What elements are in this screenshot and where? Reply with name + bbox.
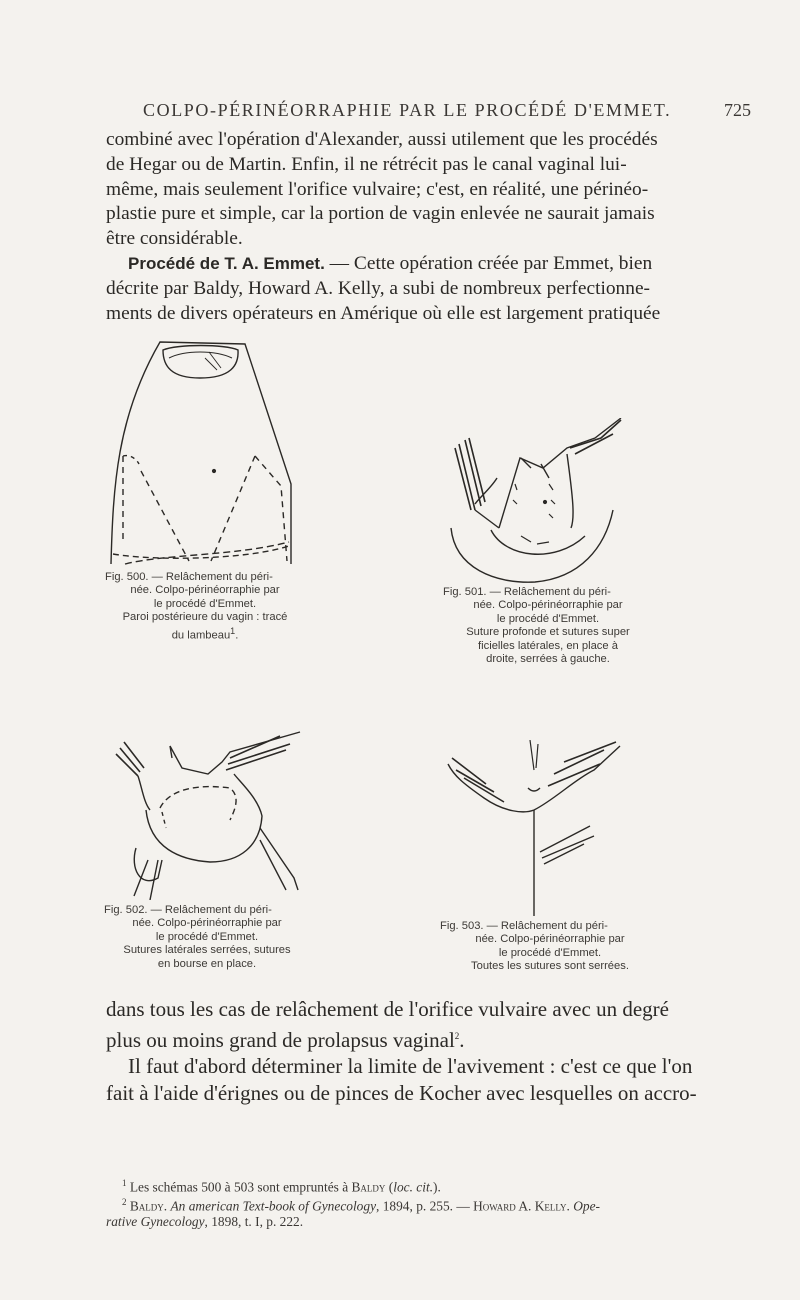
author-name: Baldy — [351, 1179, 386, 1195]
footnote-2: $^2$ Baldy. An american Text-book of Gynecology, 1894, p. 255. — Howard A. Kelly. Ope- — [122, 1196, 600, 1214]
top-paragraph — [106, 128, 746, 326]
book-title: An american Text-book of Gynecology — [170, 1198, 377, 1214]
caption-line: Sutures latérales serrées, sutures — [123, 944, 291, 957]
text-line: fait à l'aide d'érignes ou de pinces de Kocher avec lesquelles on accro- — [106, 1080, 697, 1105]
footnote-text: ). — [433, 1179, 441, 1195]
caption-line: droite, serrées à gauche. — [486, 653, 610, 666]
caption-text: du lambeau — [171, 629, 231, 642]
bottom-paragraph — [106, 996, 746, 1106]
text-line: dans tous les cas de relâchement de l'orifice vulvaire avec un degré — [106, 997, 669, 1021]
text-span: plus ou moins grand de prolapsus vaginal — [106, 1027, 455, 1052]
figure-502-caption — [104, 904, 310, 971]
figure-501-illustration — [445, 418, 625, 586]
footnote-ref: 1 — [230, 625, 236, 636]
figure-502-illustration — [110, 728, 310, 900]
text-line: décrite par Baldy, Howard A. Kelly, a subi de nombreux perfectionne- — [106, 277, 651, 299]
footnote-2-cont — [106, 1214, 756, 1230]
caption-line: née. Colpo-périnéorraphie par — [130, 584, 280, 597]
text-line — [106, 1023, 746, 1054]
figure-503-caption — [440, 920, 660, 974]
caption-line: le procédé d'Emmet. — [153, 597, 257, 610]
text-line: plastie pure et simple, car la portion de vagin enlevée ne saurait jamais — [106, 203, 655, 225]
caption-line: Fig. 502. — Relâchement du péri- — [104, 904, 272, 916]
book-title: Ope- — [573, 1198, 600, 1214]
caption-line: Fig. 501. — Relâchement du péri- — [443, 586, 611, 598]
figure-501-caption — [443, 586, 653, 666]
footnote-number: 2 — [122, 1196, 127, 1207]
text-line: être considérable. — [106, 228, 243, 250]
figure-500-caption — [105, 571, 305, 643]
section-heading: Procédé de T. A. Emmet. — [128, 253, 325, 273]
figure-503-illustration — [444, 740, 624, 920]
citation: loc. cit. — [393, 1179, 434, 1195]
caption-line: Suture profonde et sutures super — [466, 626, 630, 639]
footnote-ref: 2 — [454, 1030, 460, 1041]
text-line: Il faut d'abord déterminer la limite de l'avivement : c'est ce que l'on — [128, 1054, 693, 1078]
caption-line: Fig. 500. — Relâchement du péri- — [105, 571, 273, 583]
caption-line: le procédé d'Emmet. — [498, 946, 602, 959]
author-name: Baldy — [129, 1198, 164, 1214]
caption-text: . — [235, 629, 239, 642]
text-line: ments de divers opérateurs en Amérique où elle est largement pratiquée — [106, 302, 661, 324]
text-line — [106, 252, 746, 277]
figure-500-illustration — [105, 336, 295, 568]
caption-line: née. Colpo-périnéorraphie par — [473, 599, 623, 612]
caption-line: née. Colpo-périnéorraphie par — [475, 933, 625, 946]
caption-line — [105, 625, 305, 643]
caption-line: Paroi postérieure du vagin : tracé — [122, 611, 288, 624]
caption-line: le procédé d'Emmet. — [496, 612, 600, 625]
footnote-text: Les schémas 500 à 503 sont empruntés à — [126, 1179, 352, 1195]
caption-line: Fig. 503. — Relâchement du péri- — [440, 920, 608, 932]
text-line: de Hegar ou de Martin. Enfin, il ne rétrécit pas le canal vaginal lui- — [106, 153, 627, 175]
footnote-text: , 1894, p. 255. — — [376, 1198, 474, 1214]
caption-line: née. Colpo-périnéorraphie par — [132, 917, 282, 930]
footnotes — [106, 1176, 756, 1229]
text-line: même, mais seulement l'orifice vulvaire; c'est, en réalité, une périnéo- — [106, 178, 649, 200]
caption-line: Toutes les sutures sont serrées. — [471, 960, 629, 973]
footnote-1: $^1$ Les schémas 500 à 503 sont empruntés à Baldy (loc. cit.). — [122, 1178, 441, 1195]
book-title: rative Gynecology — [106, 1213, 205, 1229]
footnote-number: 1 — [122, 1178, 127, 1188]
running-title: COLPO-PÉRINÉORRAPHIE PAR LE PROCÉDÉ D'EMMET. — [143, 100, 672, 120]
author-name: Howard A. Kelly — [473, 1198, 567, 1214]
running-header — [0, 100, 800, 124]
caption-line: le procédé d'Emmet. — [155, 930, 259, 943]
footnote-text: , 1898, t. I, p. 222. — [204, 1213, 304, 1229]
text-line: combiné avec l'opération d'Alexander, aussi utilement que les procédés — [106, 129, 658, 150]
text-span: . — [459, 1027, 465, 1052]
caption-line: ficielles latérales, en place à — [478, 639, 618, 652]
text-span: — Cette opération créée par Emmet, bien — [324, 252, 653, 274]
page-number: 725 — [724, 100, 751, 120]
caption-line: en bourse en place. — [157, 957, 257, 970]
